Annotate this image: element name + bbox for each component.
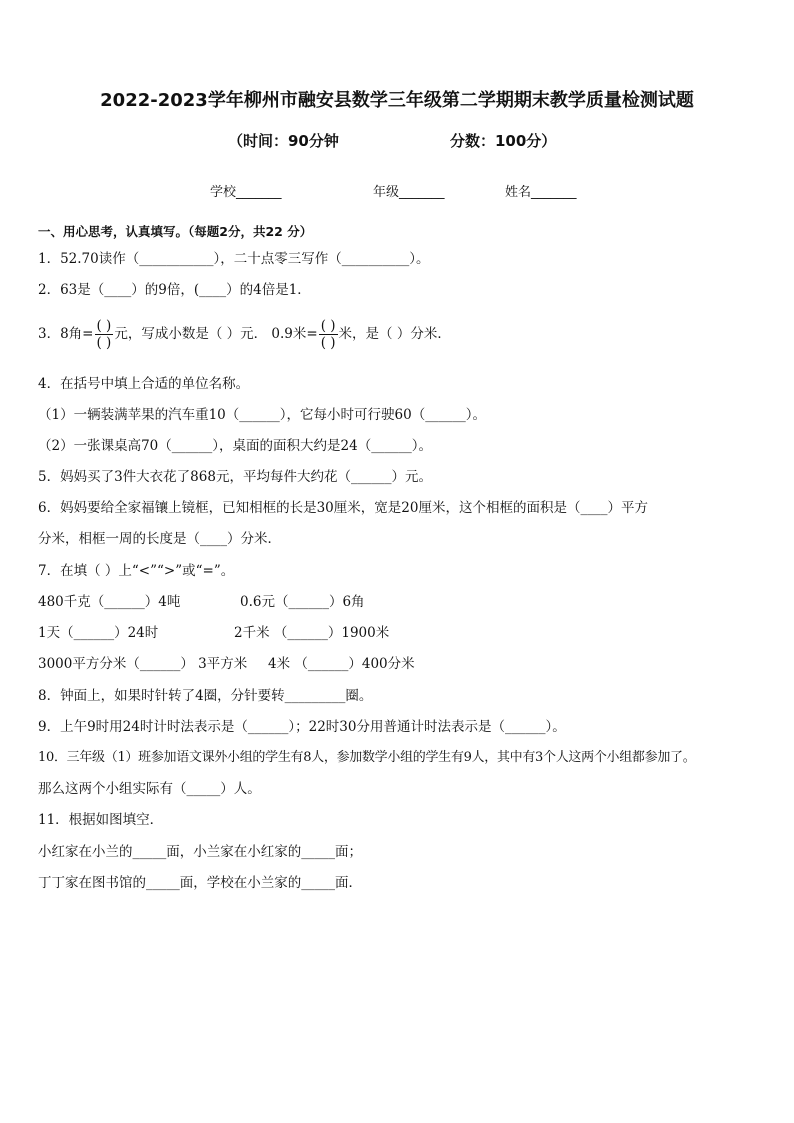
school-field: 学校_______ xyxy=(210,185,282,200)
question-3-part-a: 3．8角= xyxy=(38,326,94,342)
question-5: 5．妈妈买了3件大衣花了868元，平均每件大约花（______）元。 xyxy=(38,469,432,485)
question-10-line-1: 10．三年级（1）班参加语文课外小组的学生有8人，参加数学小组的学生有9人，其中有3个人这两个小组都参加了。 xyxy=(38,750,696,765)
question-10-line-2: 那么这两个小组实际有（_____）人。 xyxy=(38,781,261,797)
grade-field: 年级_______ xyxy=(373,185,445,200)
question-2: 2．63是（____）的9倍，(____）的4倍是1． xyxy=(38,282,311,298)
question-4-2: （2）一张课桌高70（______），桌面的面积大约是24（______）。 xyxy=(38,438,432,454)
question-11-b: 丁丁家在图书馆的_____面，学校在小兰家的_____面． xyxy=(38,875,362,891)
exam-title: 2022-2023学年柳州市融安县数学三年级第二学期期末教学质量检测试题 xyxy=(100,90,694,111)
question-9: 9．上午9时用24时计时法表示是（______）；22时30分用普通计时法表示是（______）。 xyxy=(38,719,566,735)
question-11-a: 小红家在小兰的_____面，小兰家在小红家的_____面； xyxy=(38,844,362,860)
question-7-item: 3000平方分米（______） 3平方米 xyxy=(38,656,248,672)
fraction-numerator: ( ) xyxy=(320,318,336,334)
question-6-line-2: 分米，相框一周的长度是（____）分米． xyxy=(38,531,281,547)
section-heading: 一、用心思考，认真填写。（每题2分，共22 分） xyxy=(38,224,313,239)
question-7-item: 2千米 （______）1900米 xyxy=(234,625,390,641)
fraction-numerator: ( ) xyxy=(96,318,112,334)
question-3-part-b: 元，写成小数是（ ）元． 0.9米= xyxy=(114,326,318,342)
question-3-part-c: 米，是（ ）分米． xyxy=(338,326,451,342)
fraction-blank-1 xyxy=(95,318,114,351)
question-7-item: 1天（______）24时 xyxy=(38,625,159,641)
name-field: 姓名_______ xyxy=(505,185,577,200)
question-3 xyxy=(38,318,451,351)
question-8: 8．钟面上，如果时针转了4圈，分针要转_________圈。 xyxy=(38,688,373,704)
question-4: 4．在括号中填上合适的单位名称。 xyxy=(38,376,250,392)
question-7-item: 480千克（______）4吨 xyxy=(38,594,181,610)
question-1: 1．52.70读作（___________），二十点零三写作（__________）。 xyxy=(38,251,430,267)
fraction-denominator: ( ) xyxy=(96,335,112,351)
fraction-blank-2 xyxy=(319,318,338,351)
time-limit: （时间：90分钟 xyxy=(228,132,339,150)
fraction-denominator: ( ) xyxy=(320,335,336,351)
question-6-line-1: 6．妈妈要给全家福镶上镜框，已知相框的长是30厘米，宽是20厘米，这个相框的面积是（____）平方 xyxy=(38,500,648,516)
question-7-item: 4米 （______）400分米 xyxy=(268,656,415,672)
question-11: 11．根据如图填空． xyxy=(38,812,164,828)
total-score: 分数：100分） xyxy=(450,132,557,150)
question-4-1: （1）一辆装满苹果的汽车重10（______），它每小时可行驶60（______）。 xyxy=(38,407,486,423)
question-7: 7．在填（ ）上“<”“>”或“=”。 xyxy=(38,563,235,579)
question-7-item: 0.6元（______）6角 xyxy=(240,594,365,610)
